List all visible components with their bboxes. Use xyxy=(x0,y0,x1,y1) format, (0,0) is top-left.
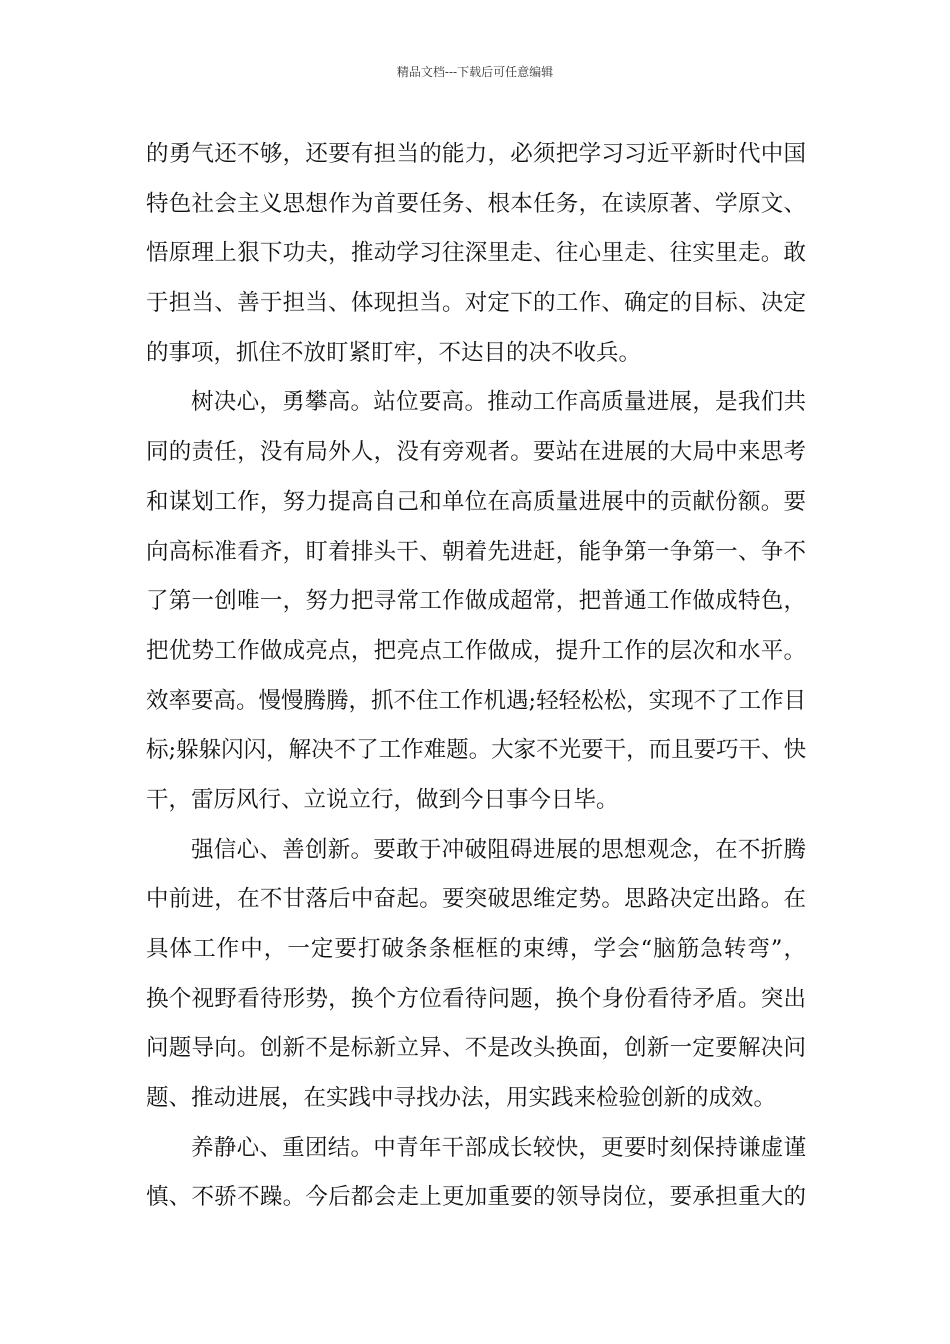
text-line: 慎、不骄不躁。今后都会走上更加重要的领导岗位，要承担重大的 xyxy=(146,1184,806,1211)
text-line: 特色社会主义思想作为首要任务、根本任务，在读原著、学原文、 xyxy=(146,190,806,217)
text-line: 同的责任，没有局外人，没有旁观者。要站在进展的大局中来思考 xyxy=(146,439,806,466)
page-header: 精品文档---下载后可任意编辑 xyxy=(396,65,554,79)
text-line: 于担当、善于担当、体现担当。对定下的工作、确定的目标、决定 xyxy=(146,290,806,317)
text-line: 题、推动进展，在实践中寻找办法，用实践来检验创新的成效。 xyxy=(146,1085,777,1112)
text-line: 悟原理上狠下功夫，推动学习往深里走、往心里走、往实里走。敢 xyxy=(146,240,806,267)
text-line: 和谋划工作，努力提高自己和单位在高质量进展中的贡献份额。要 xyxy=(146,488,806,515)
text-line: 标;躲躲闪闪，解决不了工作难题。大家不光要干，而且要巧干、快 xyxy=(146,737,807,764)
text-line: 具体工作中，一定要打破条条框框的束缚，学会“脑筋急转弯”， xyxy=(146,936,806,962)
text-line: 的勇气还不够，还要有担当的能力，必须把学习习近平新时代中国 xyxy=(146,141,806,167)
text-line: 干，雷厉风行、立说立行，做到今日事今日毕。 xyxy=(146,786,619,813)
text-line: 向高标准看齐，盯着排头干、朝着先进赶，能争第一争第一、争不 xyxy=(146,538,806,565)
paragraph-start-line: 强信心、善创新。要敢于冲破阻碍进展的思想观念，在不折腾 xyxy=(191,836,806,863)
text-line: 问题导向。创新不是标新立异、不是改头换面，创新一定要解决问 xyxy=(146,1035,806,1062)
text-line: 把优势工作做成亮点，把亮点工作做成，提升工作的层次和水平。 xyxy=(146,637,806,664)
text-line: 换个视野看待形势，换个方位看待问题，换个身份看待矛盾。突出 xyxy=(146,985,806,1012)
paragraph-start-line: 树决心，勇攀高。站位要高。推动工作高质量进展，是我们共 xyxy=(191,389,806,416)
paragraph-start-line: 养静心、重团结。中青年干部成长较快，更要时刻保持谦虚谨 xyxy=(191,1134,806,1161)
text-line: 了第一创唯一，努力把寻常工作做成超常，把普通工作做成特色， xyxy=(146,588,806,615)
text-line: 的事项，抓住不放盯紧盯牢，不达目的决不收兵。 xyxy=(146,339,642,366)
document-body xyxy=(146,130,806,1223)
text-line: 效率要高。慢慢腾腾，抓不住工作机遇;轻轻松松，实现不了工作目 xyxy=(146,687,807,714)
text-line: 中前进，在不甘落后中奋起。要突破思维定势。思路决定出路。在 xyxy=(146,886,806,913)
